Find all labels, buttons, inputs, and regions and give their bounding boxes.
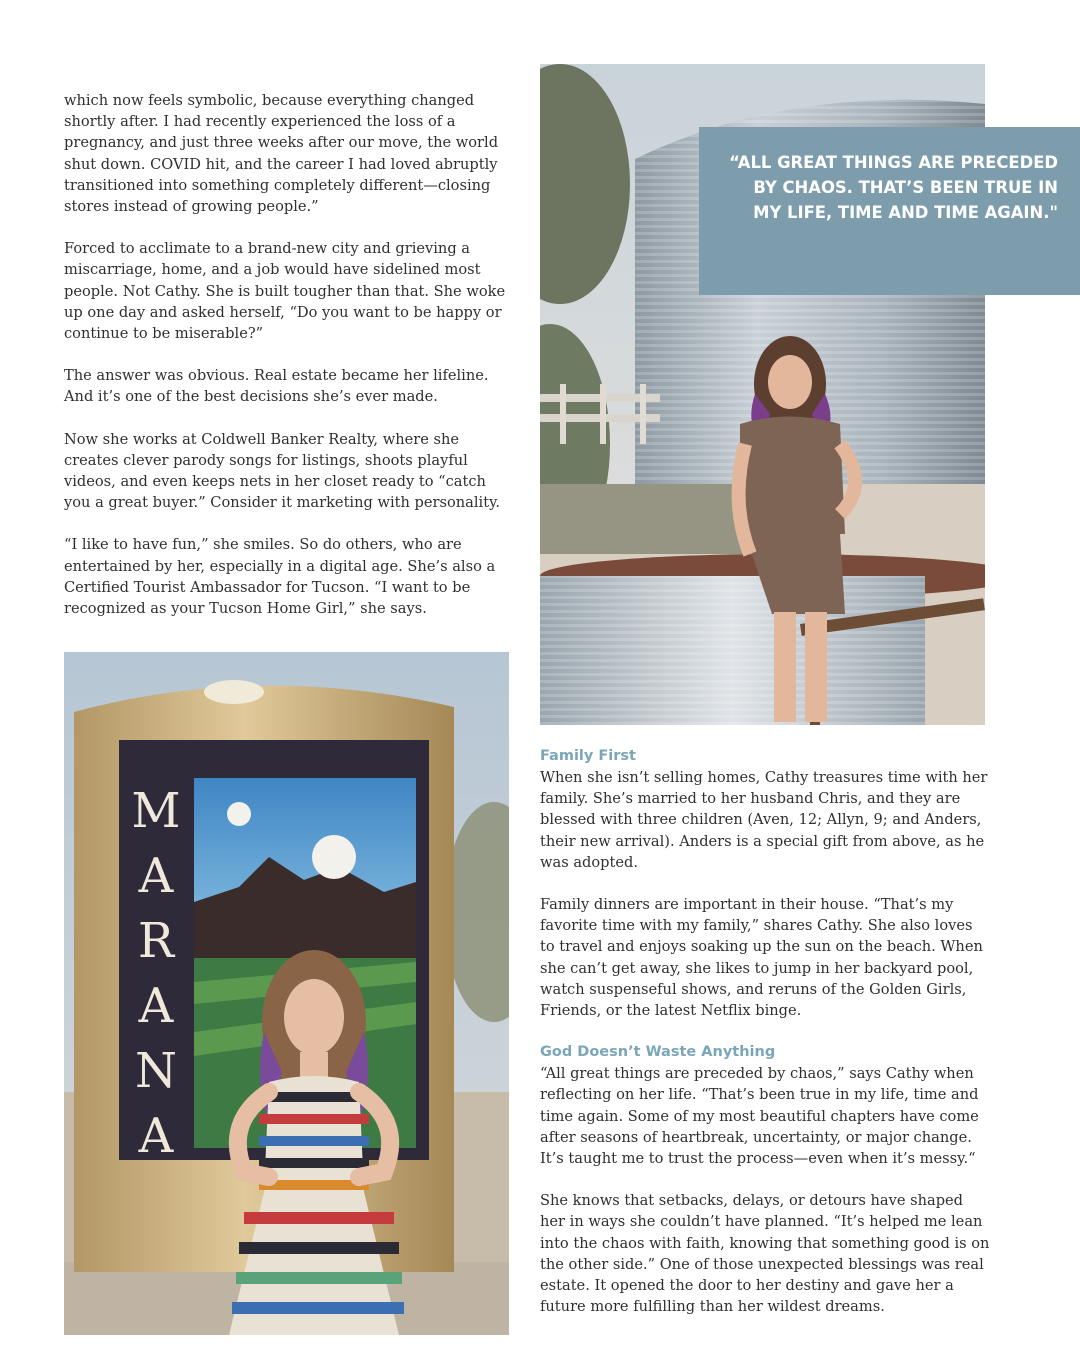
section-heading-family-first: Family First xyxy=(540,748,636,764)
sign-letter: M xyxy=(131,783,181,839)
sign-letter: A xyxy=(138,1108,174,1164)
body-paragraph: Family dinners are important in their house. “That’s my favorite time with my family,” shares Cathy. She also loves to travel and enjoys soaking up the sun on the beach. When she can’t get away, she likes to jump in her backyard pool, watch suspenseful shows, and reruns of the Golden Girls, Friends, or the latest Netflix binge. xyxy=(540,896,983,1020)
body-paragraph: Forced to acclimate to a brand-new city and grieving a miscarriage, home, and a job would have sidelined most people. Not Cathy. She is built tougher than that. She woke up one day and asked herself, “Do you want to be happy or continue to be miserable?” xyxy=(64,240,506,343)
right-text-column xyxy=(540,746,990,1338)
left-text-column xyxy=(64,90,514,640)
section-heading-god-doesnt-waste: God Doesn’t Waste Anything xyxy=(540,1044,776,1061)
sign-letter: A xyxy=(138,978,174,1034)
body-paragraph: She knows that setbacks, delays, or detours have shaped her in ways she couldn’t have planned. “It’s helped me lean into the chaos with faith, knowing that something good is on the other side.” One of those unexpected blessings was real estate. It opened the door to her destiny and gave her a future more fulfilling than her wildest dreams. xyxy=(540,1192,990,1316)
pull-quote-box xyxy=(699,127,1080,295)
sign-letter: A xyxy=(138,848,174,904)
body-paragraph: “All great things are preceded by chaos,” says Cathy when reflecting on her life. “That’s been true in my life, time and time again. Some of my most beautiful chapters have come after seasons of heartbreak, uncertainty, or major change. It’s taught me to trust the process—even when it’s messy.“ xyxy=(540,1065,979,1168)
pull-quote-text: “ALL GREAT THINGS ARE PRECEDED BY CHAOS. THAT’S BEEN TRUE IN MY LIFE, TIME AND TIME AGAIN." xyxy=(729,153,1058,222)
body-paragraph: which now feels symbolic, because everything changed shortly after. I had recently experienced the loss of a pregnancy, and just three weeks after our move, the world shut down. COVID hit, and the career I had loved abruptly transitioned into something completely different—closing stores instead of growing people.” xyxy=(64,92,499,216)
body-paragraph: Now she works at Coldwell Banker Realty, where she creates clever parody songs for listings, shoots playful videos, and even keeps nets in her closet ready to “catch you a great buyer.” Consider it marketing with personality. xyxy=(64,430,501,512)
body-paragraph: When she isn’t selling homes, Cathy treasures time with her family. She’s married to her husband Chris, and they are blessed with three children (Aven, 12; Allyn, 9; and Anders, their new arrival). Anders is a special gift from above, as he was adopted. xyxy=(540,769,988,871)
sign-letter: N xyxy=(135,1043,177,1099)
sign-letter: R xyxy=(137,913,175,969)
body-paragraph: “I like to have fun,” she smiles. So do others, who are entertained by her, especially in a digital age. She’s also a Certified Tourist Ambassador for Tucson. “I want to be recognized as your Tucson Home Girl,” she says. xyxy=(64,536,496,618)
portrait-photo-marana-tower xyxy=(64,652,509,1335)
body-paragraph: The answer was obvious. Real estate became her lifeline. And it’s one of the best decisions she’s ever made. xyxy=(64,367,489,406)
